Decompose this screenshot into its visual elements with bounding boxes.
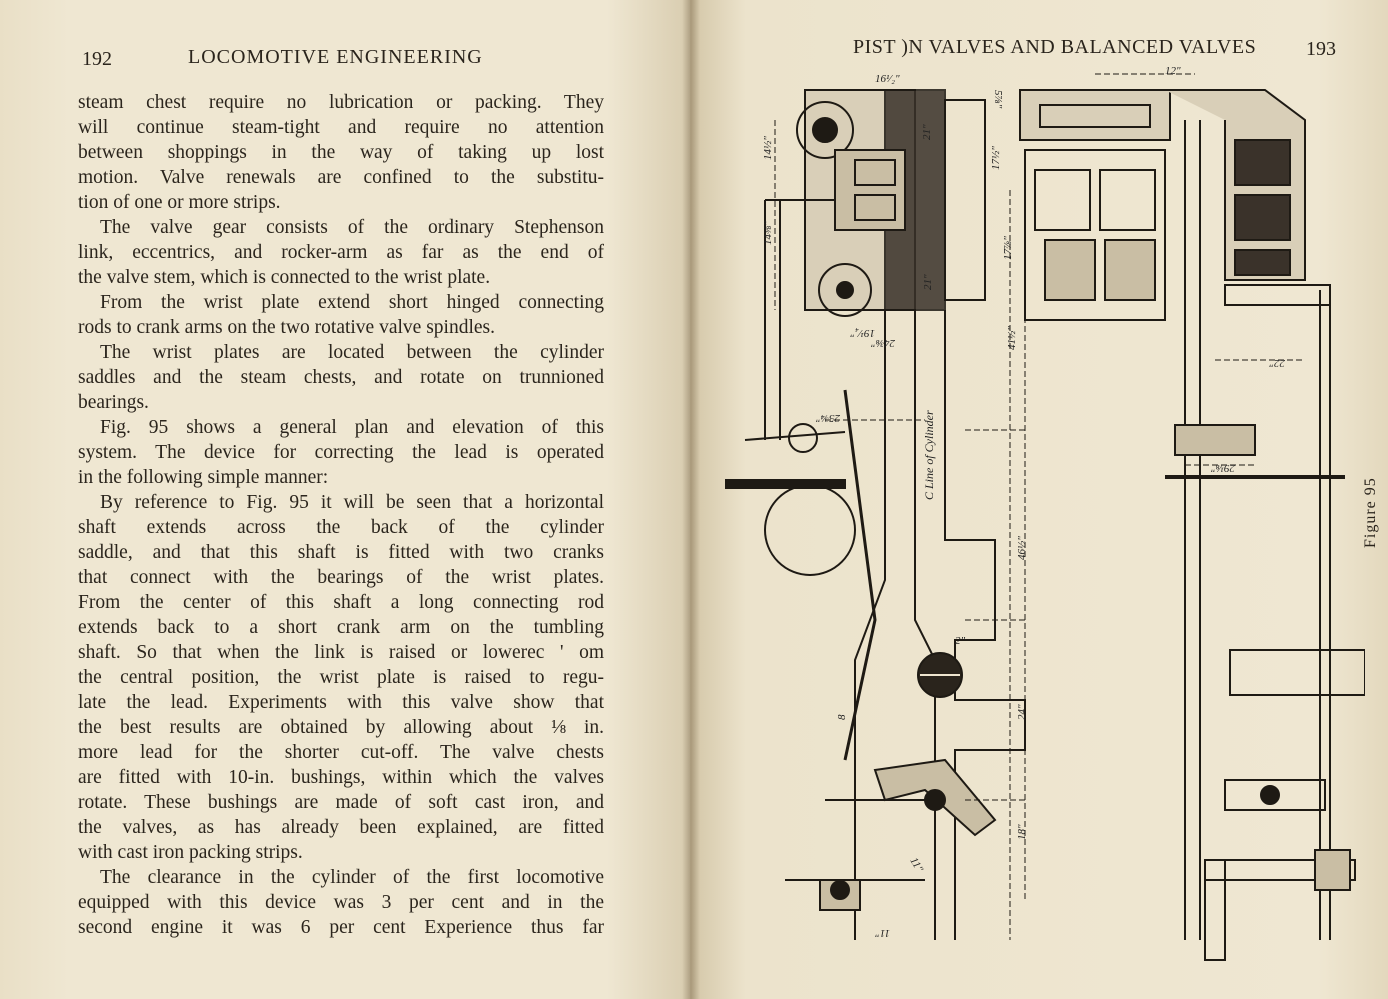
text-line: From the wrist plate extend short hinged connecting	[100, 292, 604, 313]
left-page	[0, 0, 690, 999]
right-page-number: 193	[1306, 38, 1336, 60]
dim-label: 12"	[1165, 65, 1181, 77]
dim-label: 25¾"	[816, 412, 840, 424]
text-line: in the following simple manner:	[78, 467, 329, 488]
text-line: the central position, the wrist plate is raised to regu-	[78, 667, 604, 688]
body-text	[78, 90, 604, 940]
text-line: rods to crank arms on the two rotative valve spindles.	[78, 317, 495, 338]
dim-label: 14⅜"	[762, 221, 774, 245]
text-line: saddle, and that this shaft is fitted with two cranks	[78, 542, 604, 563]
text-line: equipped with this device was 3 per cent and in the	[78, 892, 604, 913]
dim-label: 21"	[922, 274, 934, 290]
text-line: bearings.	[78, 392, 149, 413]
text-line: steam chest require no lubrication or packing. They	[78, 92, 604, 113]
text-line: The valve gear consists of the ordinary Stephenson	[100, 217, 604, 238]
text-line: link, eccentrics, and rocker-arm as far as the end of	[78, 242, 604, 263]
text-line: that connect with the bearings of the wrist plates.	[78, 567, 604, 588]
dim-label: 2"	[955, 635, 966, 647]
dim-label: 21"	[921, 124, 933, 140]
text-line: late the lead. Experiments with this valve show that	[78, 692, 604, 713]
text-line: rotate. These bushings are made of soft cast iron, and	[78, 792, 604, 813]
dim-label: 17⅞"	[1002, 236, 1014, 260]
text-line: with cast iron packing strips.	[78, 842, 303, 863]
text-line: The wrist plates are located between the cylinder	[100, 342, 604, 363]
text-line: motion. Valve renewals are confined to the substitu-	[78, 167, 604, 188]
dim-label: 19¹⁄₄"	[850, 327, 875, 339]
dim-label: 17½"	[990, 146, 1002, 170]
text-line: are fitted with 10-in. bushings, within which the valves	[78, 767, 604, 788]
text-line: extends back to a short crank arm on the tumbling	[78, 617, 604, 638]
dim-label: 11"	[875, 927, 890, 939]
text-line: the best results are obtained by allowing about ⅛ in.	[78, 717, 604, 738]
dim-label: 24⅜"	[871, 337, 895, 349]
dim-label: 14½"	[762, 136, 774, 160]
text-line: more lead for the shorter cut-off. The valve chests	[78, 742, 604, 763]
figure-caption: Figure 95	[1362, 477, 1379, 548]
dim-label: 24"	[1016, 704, 1028, 720]
dim-label: 5⅞"	[992, 90, 1004, 109]
text-line: second engine it was 6 per cent Experience thus far	[78, 917, 604, 938]
text-line: system. The device for correcting the lead is operated	[78, 442, 604, 463]
dim-label: 11"	[907, 855, 926, 875]
dim-label: 18"	[1016, 824, 1028, 840]
text-line: saddles and the steam chests, and rotate on trunnioned	[78, 367, 604, 388]
text-line: will continue steam-tight and require no attention	[78, 117, 604, 138]
book-gutter	[682, 0, 700, 999]
dim-label: 16¹⁄₂"	[875, 73, 900, 85]
text-line: Fig. 95 shows a general plan and elevation of this	[100, 417, 604, 438]
text-line: shaft. So that when the link is raised or lowerec ' om	[78, 642, 604, 663]
text-line: By reference to Fig. 95 it will be seen that a horizontal	[100, 492, 604, 513]
text-line: between shoppings in the way of taking up lost	[78, 142, 604, 163]
dim-label: 41½"	[1006, 326, 1018, 350]
text-line: From the center of this shaft a long connecting rod	[78, 592, 604, 613]
centerline-label: C Line of Cylinder	[922, 410, 936, 500]
dim-label: 8	[836, 714, 848, 720]
dim-label: 29⅛"	[1211, 462, 1235, 474]
right-running-head: PIST )N VALVES AND BALANCED VALVES	[853, 36, 1257, 58]
left-running-head: LOCOMOTIVE ENGINEERING	[188, 46, 483, 68]
text-line: the valve stem, which is connected to the wrist plate.	[78, 267, 491, 288]
text-line: The clearance in the cylinder of the first locomotive	[100, 867, 604, 888]
left-page-number: 192	[82, 48, 112, 70]
text-line: tion of one or more strips.	[78, 192, 281, 213]
dim-label: 22"	[1269, 357, 1285, 369]
dim-label: 46½"	[1016, 536, 1028, 560]
text-line: shaft extends across the back of the cylinder	[78, 517, 604, 538]
text-line: the valves, as has already been explained, are fitted	[78, 817, 604, 838]
figure-95-drawing	[725, 60, 1365, 965]
